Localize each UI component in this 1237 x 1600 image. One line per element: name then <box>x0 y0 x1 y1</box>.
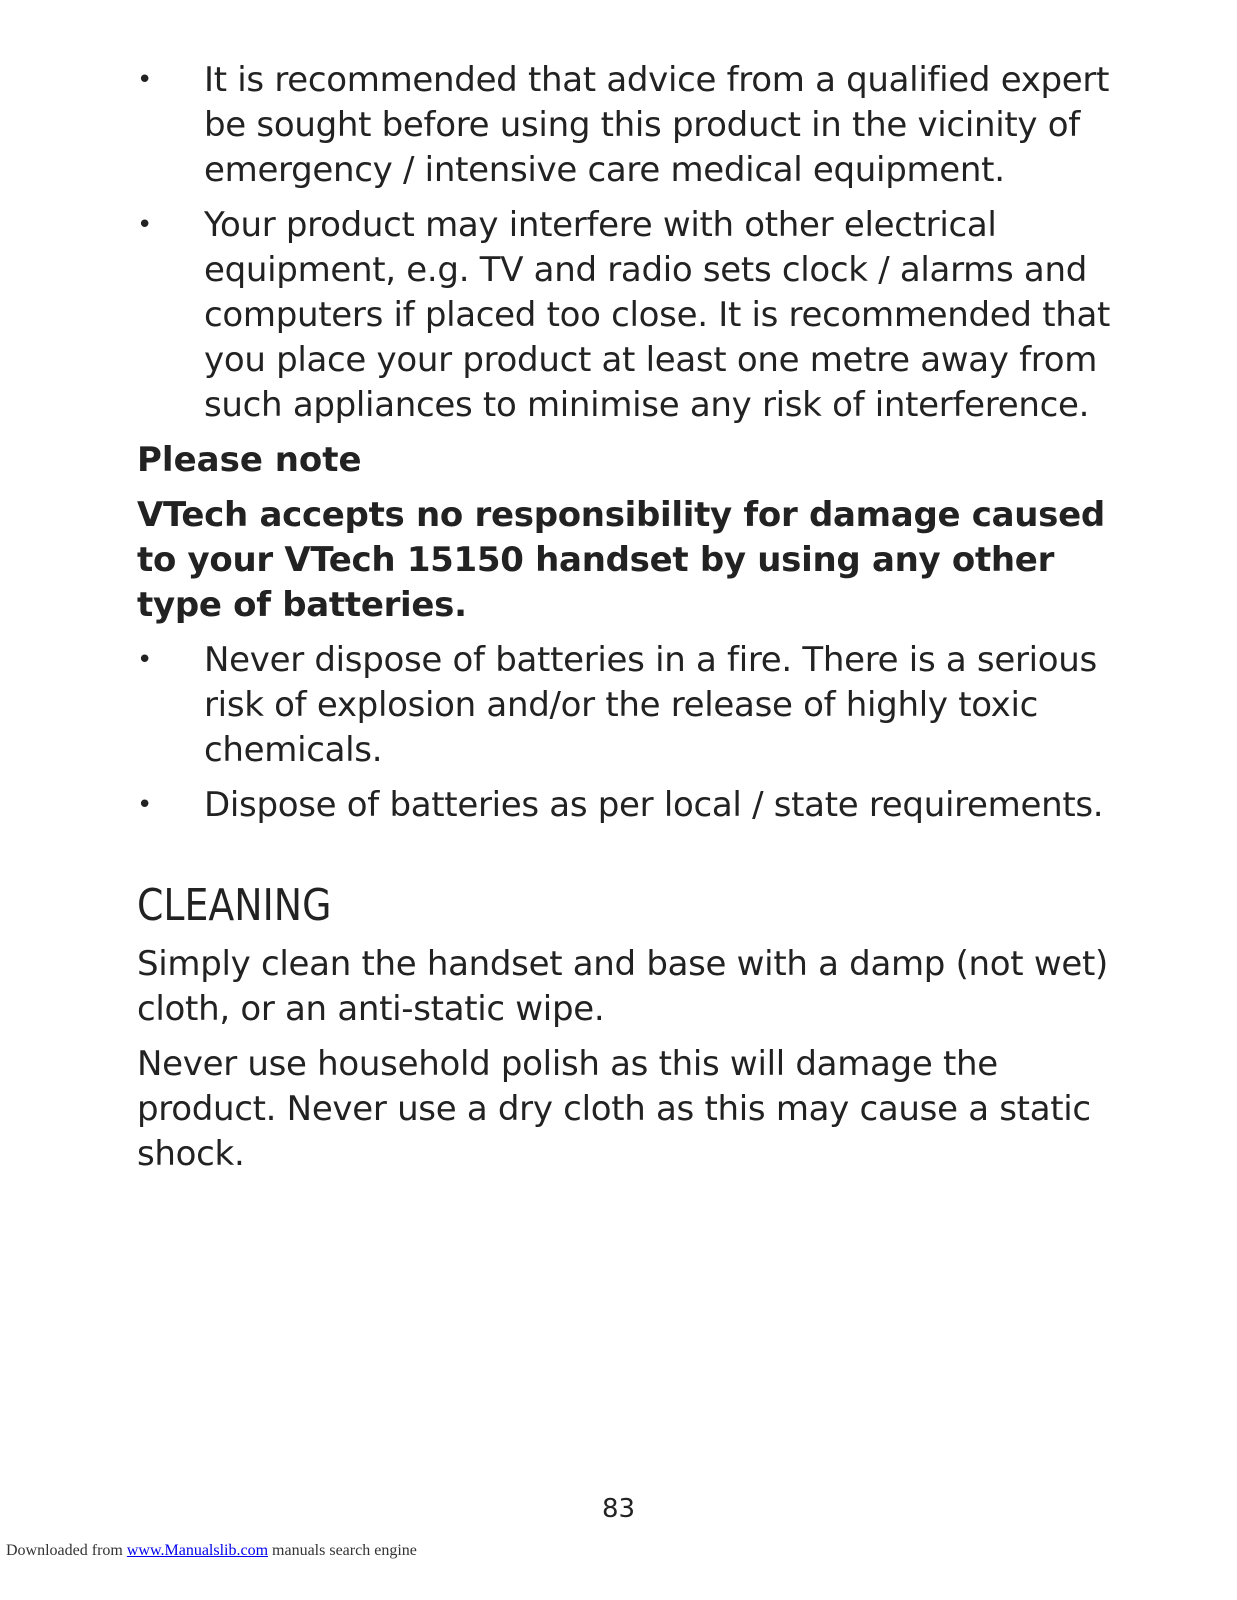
battery-bullet-list <box>137 638 1127 828</box>
footer-suffix: manuals search engine <box>268 1542 417 1559</box>
footer-prefix: Downloaded from <box>6 1542 127 1559</box>
cleaning-paragraph: Simply clean the handset and base with a damp (not wet) cloth, or an anti-static wipe. <box>137 944 1108 1029</box>
bullet-text: It is recommended that advice from a qualified expert be sought before using this product in the vicinity of emergency / intensive care medical equipment. <box>204 60 1110 190</box>
safety-bullet-list <box>137 58 1127 428</box>
page-content <box>137 58 1127 1187</box>
note-body: VTech accepts no responsibility for damage caused to your VTech 15150 handset by using any other type of batteries. <box>137 495 1105 625</box>
bullet-icon: • <box>137 645 153 675</box>
download-footer <box>6 1541 417 1561</box>
page-number: 83 <box>601 1494 636 1524</box>
bullet-text: Your product may interfere with other electrical equipment, e.g. TV and radio sets clock / alarms and computers if placed too close. It is recommended that you place your product at least one metre away from such appliances to minimise any risk of interference. <box>204 205 1111 425</box>
list-item <box>137 638 1127 773</box>
bullet-text: Never dispose of batteries in a fire. There is a serious risk of explosion and/or the release of highly toxic chemicals. <box>204 640 1097 770</box>
bullet-icon: • <box>137 210 153 240</box>
list-item <box>137 58 1127 193</box>
cleaning-paragraph: Never use household polish as this will damage the product. Never use a dry cloth as this may cause a static shock. <box>137 1044 1091 1174</box>
note-heading: Please note <box>137 440 362 480</box>
list-item <box>137 203 1127 428</box>
bullet-text: Dispose of batteries as per local / state requirements. <box>204 785 1104 825</box>
manualslib-link[interactable]: www.Manualslib.com <box>126 1542 269 1559</box>
list-item <box>137 783 1127 828</box>
section-title: CLEANING <box>137 880 332 931</box>
bullet-icon: • <box>137 65 153 95</box>
bullet-icon: • <box>137 790 153 820</box>
